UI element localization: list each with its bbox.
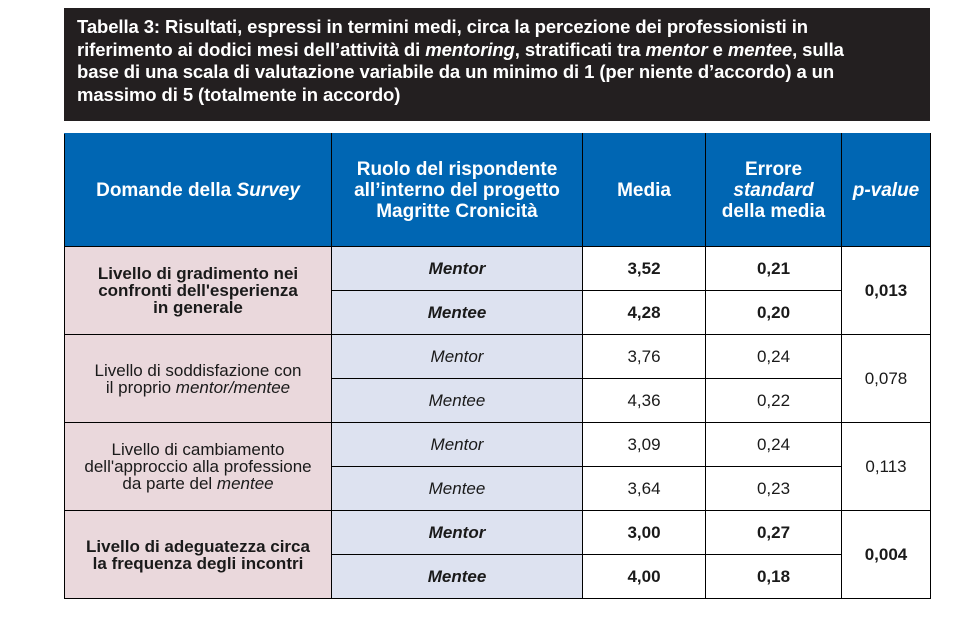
caption-line: Tabella 3: Risultati, espressi in termini medi, circa la percezione dei professionisti in <box>77 16 808 37</box>
errore-cell: 0,23 <box>706 467 842 511</box>
caption-line: base di una scala di valutazione variabile da un minimo di 1 (per niente d’accordo) a un <box>77 61 835 82</box>
question-text: Livello di adeguatezza circa <box>86 536 310 556</box>
header-text: Ruolo del rispondente <box>356 158 558 180</box>
question-text: il proprio <box>105 377 176 397</box>
header-text: p-value <box>852 179 920 201</box>
media-cell: 3,00 <box>583 511 706 555</box>
table-caption <box>64 8 930 121</box>
table-row <box>65 335 931 379</box>
role-cell: Mentor <box>332 335 583 379</box>
question-text <box>75 475 321 492</box>
header-text: della media <box>721 200 826 222</box>
header-media: Media <box>583 134 706 247</box>
header-text: Errore <box>744 158 803 180</box>
question-text: Livello di gradimento nei <box>97 264 299 283</box>
question-text: mentee <box>216 474 274 493</box>
table-row <box>65 247 931 291</box>
header-errore <box>706 134 842 247</box>
media-cell: 3,09 <box>583 423 706 467</box>
media-cell: 3,64 <box>583 467 706 511</box>
errore-cell: 0,22 <box>706 379 842 423</box>
question-text: dell'approccio alla professione <box>84 457 312 476</box>
media-cell: 3,76 <box>583 335 706 379</box>
pvalue-cell: 0,078 <box>842 335 931 423</box>
pvalue-cell: 0,013 <box>842 247 931 335</box>
header-ruolo <box>332 134 583 247</box>
pvalue-cell: 0,113 <box>842 423 931 511</box>
header-text: standard <box>733 179 814 201</box>
caption-text: , sulla <box>792 38 844 60</box>
errore-cell: 0,20 <box>706 291 842 335</box>
question-text: da parte del <box>122 474 217 493</box>
question-text <box>75 379 321 396</box>
question-text: confronti dell'esperienza <box>98 281 298 300</box>
header-pvalue <box>842 134 931 247</box>
errore-cell: 0,27 <box>706 511 842 555</box>
role-cell: Mentor <box>332 511 583 555</box>
caption-text: riferimento ai dodici mesi dell’attività di <box>77 38 426 60</box>
caption-line <box>77 39 918 62</box>
header-domande <box>65 134 332 247</box>
header-text: Magritte Cronicità <box>376 200 538 222</box>
question-text: la frequenza degli incontri <box>92 553 304 573</box>
caption-text: , stratificati tra <box>514 38 646 60</box>
question-cell <box>65 423 332 511</box>
errore-cell: 0,24 <box>706 335 842 379</box>
caption-text: mentor <box>645 38 708 60</box>
role-cell: Mentee <box>332 555 583 599</box>
question-cell <box>65 247 332 335</box>
errore-cell: 0,21 <box>706 247 842 291</box>
media-cell: 3,52 <box>583 247 706 291</box>
role-cell: Mentee <box>332 291 583 335</box>
table-row <box>65 511 931 555</box>
header-text: Survey <box>236 179 300 201</box>
question-text: mentor/mentee <box>175 377 291 397</box>
role-cell: Mentor <box>332 247 583 291</box>
header-text: Domande della <box>96 179 237 201</box>
caption-text: mentoring <box>425 38 515 60</box>
role-cell: Mentee <box>332 467 583 511</box>
errore-cell: 0,24 <box>706 423 842 467</box>
question-cell <box>65 335 332 423</box>
caption-text: e <box>707 38 728 60</box>
question-text: in generale <box>153 298 243 317</box>
media-cell: 4,36 <box>583 379 706 423</box>
table-row <box>65 423 931 467</box>
header-row <box>65 134 931 247</box>
errore-cell: 0,18 <box>706 555 842 599</box>
header-text: all’interno del progetto <box>354 179 560 201</box>
role-cell: Mentee <box>332 379 583 423</box>
media-cell: 4,28 <box>583 291 706 335</box>
role-cell: Mentor <box>332 423 583 467</box>
question-text: Livello di soddisfazione con <box>94 360 302 380</box>
pvalue-cell: 0,004 <box>842 511 931 599</box>
question-text: Livello di cambiamento <box>111 440 285 459</box>
caption-text: mentee <box>727 38 793 60</box>
question-cell <box>65 511 332 599</box>
media-cell: 4,00 <box>583 555 706 599</box>
caption-line: massimo di 5 (totalmente in accordo) <box>77 83 401 105</box>
results-table <box>64 133 931 599</box>
